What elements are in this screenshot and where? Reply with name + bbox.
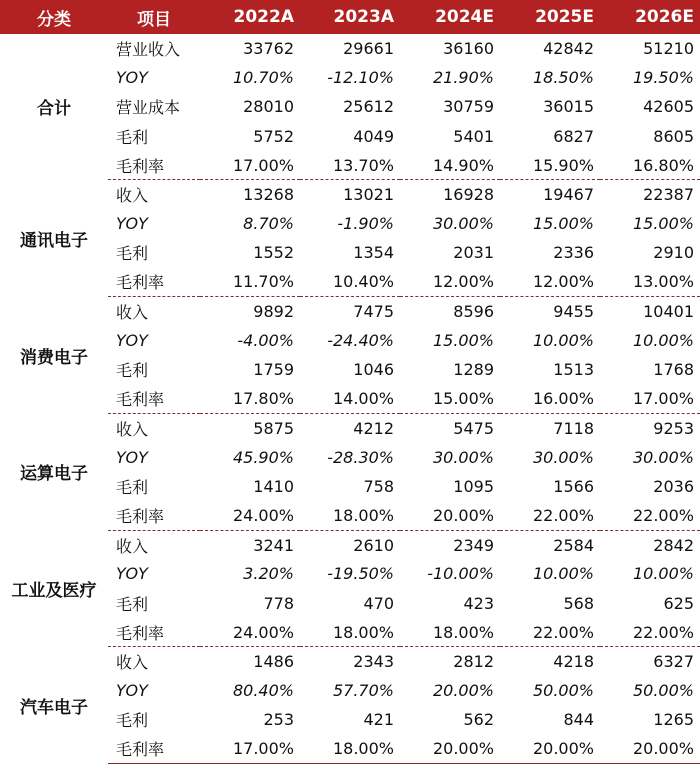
value-cell: 1046: [353, 360, 394, 380]
value-cell: 15.00%: [432, 330, 494, 350]
value-cell: 19.50%: [632, 68, 694, 88]
value-cell: 1759: [253, 360, 294, 380]
value-cell: 5875: [253, 418, 294, 438]
value-cell: 20.00%: [500, 735, 600, 764]
category-label: 消费电子: [20, 347, 88, 368]
value-cell: 7475: [353, 302, 394, 322]
value-cell: 9253: [653, 418, 694, 438]
value-cell: -28.30%: [327, 447, 394, 467]
value-cell: -1.90%: [337, 214, 394, 234]
header-category: 分类: [0, 0, 108, 34]
value-cell: 1410: [253, 476, 294, 496]
value-cell: 4212: [353, 418, 394, 438]
table-row: [0, 34, 700, 63]
item-label: 毛利率: [108, 268, 200, 297]
item-label: 毛利率: [108, 384, 200, 413]
value-cell: 20.00%: [600, 735, 700, 764]
value-cell: 1265: [653, 710, 694, 730]
value-cell: 10.00%: [532, 564, 594, 584]
value-cell: 10.00%: [632, 564, 694, 584]
value-cell: 1486: [253, 652, 294, 672]
value-cell: 22.00%: [600, 618, 700, 647]
category-label: 合计: [37, 99, 71, 120]
value-cell: 6827: [553, 126, 594, 146]
item-label: 收入: [116, 186, 149, 206]
value-cell: 25612: [343, 97, 394, 117]
header-year: 2026E: [600, 0, 700, 34]
item-label: 毛利率: [108, 151, 200, 180]
value-cell: 14.90%: [400, 151, 500, 180]
value-cell: 562: [463, 710, 494, 730]
value-cell: 2812: [453, 652, 494, 672]
value-cell: 778: [263, 593, 294, 613]
value-cell: 15.90%: [500, 151, 600, 180]
value-cell: 20.00%: [432, 681, 494, 701]
value-cell: 1095: [453, 476, 494, 496]
value-cell: 15.00%: [532, 214, 594, 234]
header-year: 2023A: [300, 0, 400, 34]
value-cell: 1289: [453, 360, 494, 380]
item-label: 收入: [116, 303, 149, 323]
value-cell: 3.20%: [243, 564, 294, 584]
value-cell: 15.00%: [632, 214, 694, 234]
value-cell: 10.00%: [532, 330, 594, 350]
value-cell: 24.00%: [200, 618, 300, 647]
value-cell: 17.00%: [600, 384, 700, 413]
value-cell: 10.70%: [232, 68, 294, 88]
table-body: [0, 34, 700, 764]
value-cell: 844: [563, 710, 594, 730]
item-label: YOY: [116, 447, 148, 467]
value-cell: 22.00%: [600, 501, 700, 530]
value-cell: 16928: [443, 185, 494, 205]
value-cell: 18.00%: [300, 501, 400, 530]
header-year: 2025E: [500, 0, 600, 34]
value-cell: 13268: [243, 185, 294, 205]
item-label: YOY: [116, 330, 148, 350]
table-row: [0, 413, 700, 442]
value-cell: -4.00%: [237, 330, 294, 350]
value-cell: 3241: [253, 535, 294, 555]
header-year: 2022A: [200, 0, 300, 34]
value-cell: 30.00%: [432, 214, 494, 234]
value-cell: 30759: [443, 97, 494, 117]
item-label: 毛利率: [108, 501, 200, 530]
value-cell: 17.80%: [200, 384, 300, 413]
item-label: 营业成本: [116, 98, 181, 118]
value-cell: 50.00%: [632, 681, 694, 701]
value-cell: 18.50%: [532, 68, 594, 88]
value-cell: 30.00%: [432, 447, 494, 467]
value-cell: 8.70%: [243, 214, 294, 234]
value-cell: 568: [563, 593, 594, 613]
value-cell: 50.00%: [532, 681, 594, 701]
table-row: [0, 297, 700, 326]
value-cell: 17.00%: [200, 151, 300, 180]
value-cell: 42842: [543, 39, 594, 59]
value-cell: 8605: [653, 126, 694, 146]
value-cell: 10.00%: [632, 330, 694, 350]
value-cell: 30.00%: [632, 447, 694, 467]
item-label: 收入: [116, 419, 149, 439]
value-cell: 2842: [653, 535, 694, 555]
value-cell: 80.40%: [232, 681, 294, 701]
value-cell: 2349: [453, 535, 494, 555]
value-cell: 22.00%: [500, 618, 600, 647]
value-cell: 36015: [543, 97, 594, 117]
value-cell: 22.00%: [500, 501, 600, 530]
value-cell: 8596: [453, 302, 494, 322]
value-cell: 13.70%: [300, 151, 400, 180]
table-header: [0, 0, 700, 34]
value-cell: 16.00%: [500, 384, 600, 413]
value-cell: -19.50%: [327, 564, 394, 584]
value-cell: 16.80%: [600, 151, 700, 180]
value-cell: 253: [263, 710, 294, 730]
value-cell: 51210: [643, 39, 694, 59]
value-cell: 13.00%: [600, 268, 700, 297]
item-label: 毛利: [116, 477, 149, 497]
item-label: YOY: [116, 681, 148, 701]
table-row: [0, 530, 700, 559]
value-cell: -24.40%: [327, 330, 394, 350]
value-cell: 18.00%: [300, 735, 400, 764]
category-label: 运算电子: [20, 464, 88, 485]
value-cell: 36160: [443, 39, 494, 59]
value-cell: 1513: [553, 360, 594, 380]
item-label: 毛利: [116, 127, 149, 147]
value-cell: 12.00%: [400, 268, 500, 297]
value-cell: 5401: [453, 126, 494, 146]
value-cell: 470: [363, 593, 394, 613]
value-cell: 45.90%: [232, 447, 294, 467]
table-row: [0, 647, 700, 676]
value-cell: 12.00%: [500, 268, 600, 297]
value-cell: 6327: [653, 652, 694, 672]
item-label: YOY: [116, 564, 148, 584]
value-cell: 14.00%: [300, 384, 400, 413]
value-cell: 1552: [253, 243, 294, 263]
item-label: YOY: [116, 214, 148, 234]
item-label: 收入: [116, 653, 149, 673]
value-cell: 33762: [243, 39, 294, 59]
value-cell: 2343: [353, 652, 394, 672]
value-cell: 5752: [253, 126, 294, 146]
table-row: [0, 180, 700, 209]
value-cell: 57.70%: [332, 681, 394, 701]
value-cell: 9455: [553, 302, 594, 322]
header-year: 2024E: [400, 0, 500, 34]
item-label: 毛利: [116, 594, 149, 614]
value-cell: 421: [363, 710, 394, 730]
value-cell: 758: [363, 476, 394, 496]
category-label: 工业及医疗: [11, 581, 97, 602]
value-cell: 13021: [343, 185, 394, 205]
item-label: 毛利率: [108, 618, 200, 647]
value-cell: 5475: [453, 418, 494, 438]
value-cell: 625: [663, 593, 694, 613]
category-label: 通讯电子: [20, 230, 88, 251]
value-cell: -12.10%: [327, 68, 394, 88]
value-cell: 29661: [343, 39, 394, 59]
value-cell: 18.00%: [400, 618, 500, 647]
value-cell: 2036: [653, 476, 694, 496]
value-cell: 18.00%: [300, 618, 400, 647]
item-label: YOY: [116, 68, 148, 88]
item-label: 收入: [116, 536, 149, 556]
value-cell: 7118: [553, 418, 594, 438]
value-cell: 2584: [553, 535, 594, 555]
value-cell: 10401: [643, 302, 694, 322]
value-cell: 28010: [243, 97, 294, 117]
value-cell: 24.00%: [200, 501, 300, 530]
header-item: 项目: [108, 0, 200, 34]
item-label: 毛利: [116, 244, 149, 264]
header-row: [0, 0, 700, 34]
value-cell: 423: [463, 593, 494, 613]
value-cell: 19467: [543, 185, 594, 205]
value-cell: 1768: [653, 360, 694, 380]
value-cell: 1354: [353, 243, 394, 263]
value-cell: 4218: [553, 652, 594, 672]
item-label: 毛利率: [108, 735, 200, 764]
value-cell: 2910: [653, 243, 694, 263]
value-cell: 20.00%: [400, 501, 500, 530]
value-cell: 22387: [643, 185, 694, 205]
value-cell: -10.00%: [427, 564, 494, 584]
item-label: 毛利: [116, 361, 149, 381]
value-cell: 2031: [453, 243, 494, 263]
value-cell: 2336: [553, 243, 594, 263]
value-cell: 42605: [643, 97, 694, 117]
value-cell: 21.90%: [432, 68, 494, 88]
item-label: 毛利: [116, 711, 149, 731]
value-cell: 1566: [553, 476, 594, 496]
category-label: 汽车电子: [20, 697, 88, 718]
value-cell: 4049: [353, 126, 394, 146]
value-cell: 17.00%: [200, 735, 300, 764]
value-cell: 9892: [253, 302, 294, 322]
value-cell: 15.00%: [400, 384, 500, 413]
value-cell: 10.40%: [300, 268, 400, 297]
value-cell: 11.70%: [200, 268, 300, 297]
value-cell: 20.00%: [400, 735, 500, 764]
item-label: 营业收入: [116, 40, 181, 60]
value-cell: 30.00%: [532, 447, 594, 467]
value-cell: 2610: [353, 535, 394, 555]
